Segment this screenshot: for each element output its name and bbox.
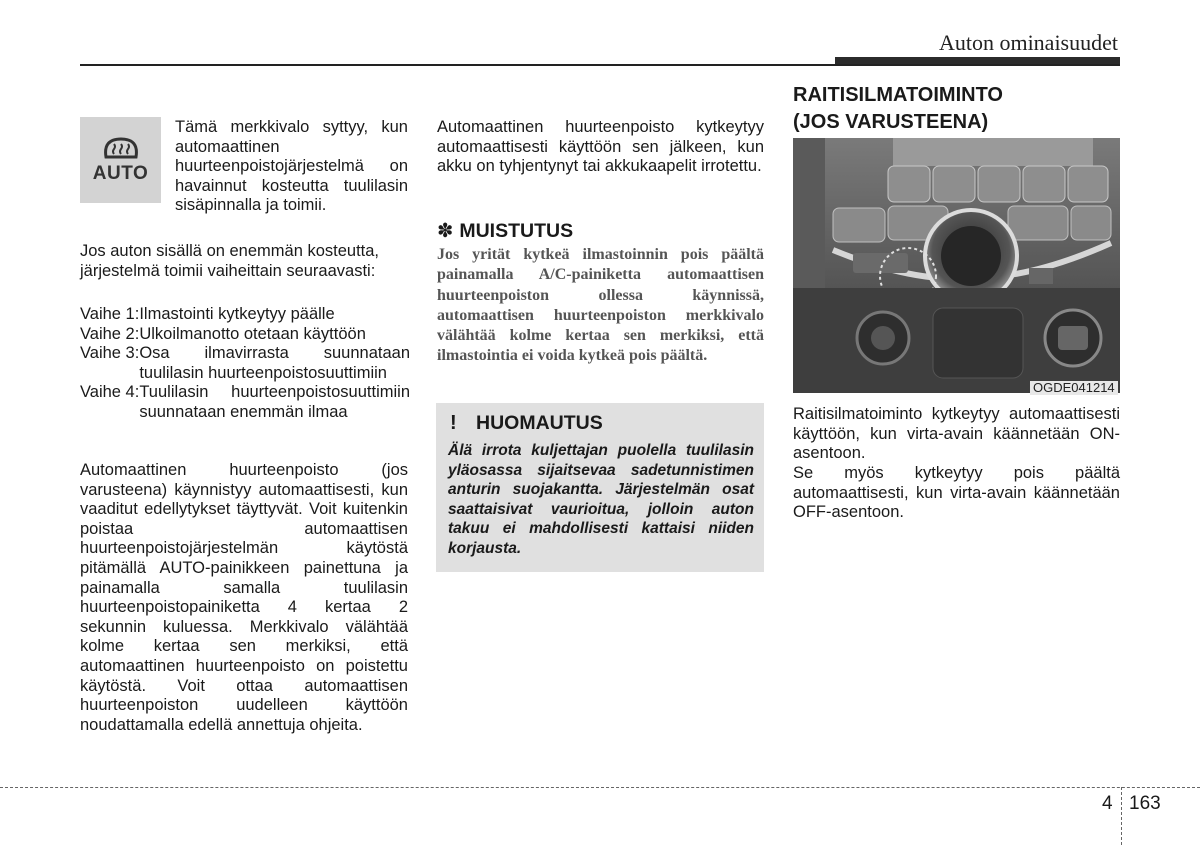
step-label: Vaihe 2: bbox=[80, 324, 140, 343]
page-number: 163 bbox=[1129, 793, 1161, 814]
footer-vertical-rule bbox=[1121, 787, 1122, 845]
caution-heading bbox=[450, 412, 603, 435]
section-title-line: RAITISILMATOIMINTO bbox=[793, 84, 1003, 106]
paragraph-auto-defog: Automaattinen huurteenpoisto (jos varusteena) käynnistyy automaattisesti, kun vaaditut edellytykset täyttyvät. Voit kuitenkin poistaa automaattisen huurteenpoistojärjestelmän käytöstä pitämällä AUTO-painikkeen painettuna ja painamalla samalla tuulilasin huurteenpoistopainiketta 4 kertaa 2 sekunnin kuluessa. Merkkivalo välähtää kolme kertaa sen merkiksi, että automaattinen huurteenpoisto on poistettu käytöstä. Voit ottaa automaattisen huurteenpoiston uudelleen käyttöön noudattamalla edellä annettuja ohjeita. bbox=[80, 461, 408, 734]
step-item bbox=[80, 383, 410, 422]
indicator-intro: Tämä merkkivalo syttyy, kun automaattinen huurteenpoistojärjestelmä on havainnut kosteutta tuulilasin sisäpinnalla ja toimii. bbox=[175, 118, 408, 215]
note-body: Jos yrität kytkeä ilmastoinnin pois päältä painamalla A/C-painiketta automaattisen huurteenpoiston ollessa käynnissä, automaattisen huurteenpoiston merkkivalo välähtää kolme kertaa sen merkiksi, että ilmastointia ei voida kytkeä pois päältä. bbox=[437, 246, 764, 365]
auto-defog-indicator bbox=[80, 117, 161, 203]
paragraph-fresh-air-on: Raitisilmatoiminto kytkeytyy automaattisesti käyttöön, kun virta-avain käännetään ON-asentoon. bbox=[793, 405, 1120, 463]
windshield-defrost-icon bbox=[101, 136, 141, 160]
step-label: Vaihe 1: bbox=[80, 305, 140, 323]
paragraph-battery: Automaattinen huurteenpoisto kytkeytyy automaattisesti käyttöön sen jälkeen, kun akku on tyhjentynyt tai akkukaapelit irrotettu. bbox=[437, 118, 764, 176]
step-list bbox=[80, 305, 410, 423]
step-label: Vaihe 4: bbox=[80, 383, 140, 402]
caution-body: Älä irrota kuljettajan puolella tuulilasin yläosassa sijaitsevaa sadetunnistimen anturin suojakantta. Järjestelmän osat saattaisivat vaurioitua, jolloin auton takuu ei mahdollisesti kattaisi niiden korjausta. bbox=[448, 442, 754, 557]
auto-icon-label: AUTO bbox=[92, 162, 149, 184]
section-title bbox=[793, 82, 1003, 136]
section-title-line: (JOS VARUSTEENA) bbox=[793, 111, 989, 133]
note-star-icon: ✽ bbox=[437, 220, 454, 242]
note-heading bbox=[437, 219, 573, 243]
step-item bbox=[80, 305, 410, 325]
paragraph-moisture: Jos auton sisällä on enemmän kosteutta, järjestelmä toimii vaiheittain seuraavasti: bbox=[80, 242, 380, 280]
step-label: Vaihe 3: bbox=[80, 344, 140, 363]
running-header: Auton ominaisuudet bbox=[938, 30, 1118, 55]
note-title: MUISTUTUS bbox=[459, 219, 574, 242]
chapter-number: 4 bbox=[1102, 793, 1113, 814]
step-item bbox=[80, 325, 410, 345]
step-text: Osa ilmavirrasta suunnataan tuulilasin huurteenpoistosuuttimiin bbox=[139, 344, 410, 382]
step-text: Tuulilasin huurteenpoistosuuttimiin suunnataan enemmän ilmaa bbox=[139, 383, 410, 421]
header-rule bbox=[80, 64, 1120, 66]
photo-reference-code: OGDE041214 bbox=[1030, 381, 1118, 395]
climate-panel-illustration bbox=[793, 138, 1120, 393]
caution-title: HUOMAUTUS bbox=[476, 412, 603, 434]
step-item bbox=[80, 344, 410, 383]
caution-box bbox=[436, 403, 764, 572]
climate-panel-photo bbox=[793, 138, 1120, 393]
step-text: Ilmastointi kytkeytyy päälle bbox=[139, 305, 335, 323]
footer-dashed-rule bbox=[0, 787, 1200, 788]
paragraph-fresh-air-off: Se myös kytkeytyy pois päältä automaattisesti, kun virta-avain käännetään OFF-asentoon. bbox=[793, 464, 1120, 522]
step-text: Ulkoilmanotto otetaan käyttöön bbox=[139, 324, 366, 343]
caution-exclamation-icon: ! bbox=[450, 412, 457, 434]
